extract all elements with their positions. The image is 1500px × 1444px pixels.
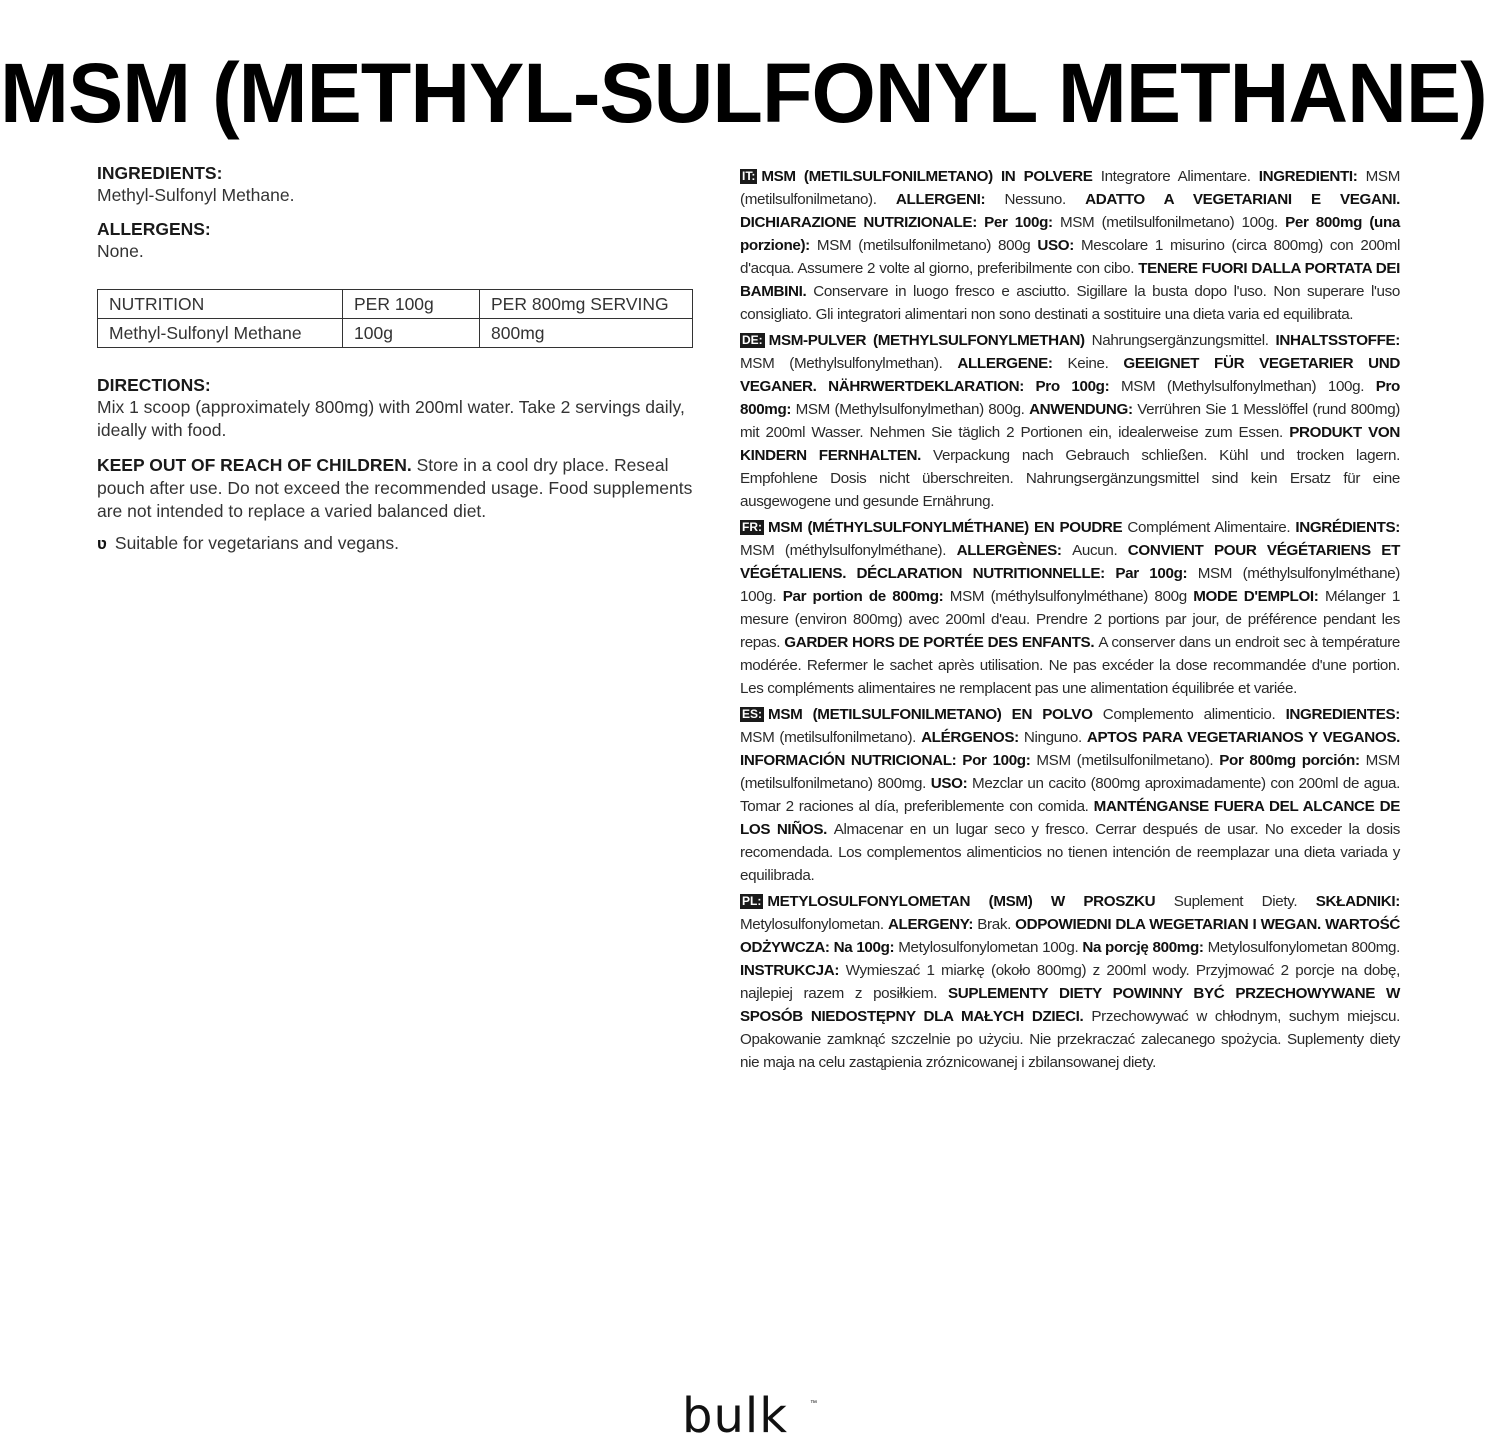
bold-segment: ADATTO A VEGETARIANI E VEGANI. DICHIARAZIONE NUTRIZIONALE: Per 100g: (740, 191, 1400, 231)
english-label-section (97, 162, 697, 555)
allergens-value: None. (97, 241, 144, 261)
allergens-block (97, 218, 697, 263)
text-segment: Nessuno. (1004, 191, 1086, 208)
translations-section (740, 165, 1400, 1077)
vegan-text: Suitable for vegetarians and vegans. (114, 533, 399, 553)
ingredients-value: Methyl-Sulfonyl Methane. (97, 185, 295, 205)
bold-segment: MSM (METILSULFONILMETANO) EN POLVO (768, 706, 1103, 723)
bold-segment: ANWENDUNG: (1029, 401, 1138, 418)
text-segment: MSM (metilsulfonilmetano). (740, 168, 1401, 208)
text-segment: Keine. (1067, 355, 1124, 372)
text-segment: Metylosulfonylometan 100g. (898, 939, 1083, 956)
header-cell: NUTRITION (98, 290, 343, 319)
text-segment: MSM (méthylsulfonylméthane) 100g. (740, 565, 1400, 605)
bold-segment: INSTRUKCJA: (740, 962, 846, 979)
text-segment: Przechowywać w chłodnym, suchym miejscu. Opakowanie zamknąć szczelnie po użyciu. Nie przekraczać zalecanego spożycia. Suplementy diety nie maja na celu zastąpienia zróznicowanej i zbilansowanej diety. (740, 1008, 1400, 1071)
text-segment: Nahrungsergänzungsmittel. (1091, 332, 1276, 349)
language-code-badge: IT: (742, 169, 756, 183)
text-segment: Ninguno. (1023, 729, 1087, 746)
text-segment: Verpackung nach Gebrauch schließen. Kühl und trocken lagern. Empfohlene Dosis nicht überschreiten. Nahrungsergänzungsmittel sind kein Ersatz für eine ausgewogene und gesunde Ernährung. (740, 447, 1400, 510)
text-segment: Conservare in luogo fresco e asciutto. Sigillare la busta dopo l'uso. Non superare l'uso consigliato. Gli integratori alimentari non sono destinati a sostituire una dieta varia ed equilibrata. (740, 283, 1400, 323)
bold-segment: ALERGENY: (887, 916, 978, 933)
bold-segment: CONVIENT POUR VÉGÉTARIENS ET VÉGÉTALIENS. DÉCLARATION NUTRITIONNELLE: Par 100g: (740, 542, 1400, 582)
header-cell: PER 100g (343, 290, 480, 319)
header-cell: PER 800mg SERVING (480, 290, 693, 319)
text-segment: Mescolare 1 misurino (circa 800mg) con 200ml d'acqua. Assumere 2 volte al giorno, preferibilmente con cibo. (740, 237, 1400, 277)
text-segment: Mélanger 1 mesure (environ 800mg) avec 200ml d'eau. Prendre 2 portions par jour, de préférence pendant les repas. (740, 588, 1400, 651)
table-cell: 800mg (480, 319, 693, 348)
text-segment: Suplement Diety. (1173, 893, 1316, 910)
translation-fr (740, 516, 1400, 700)
translation-pl (740, 890, 1400, 1074)
vegan-v-icon: ʋ (97, 534, 107, 553)
text-segment: Aucun. (1072, 542, 1128, 559)
trademark-symbol: ™ (810, 1400, 817, 1407)
bold-segment: MODE D'EMPLOI: (1193, 588, 1325, 605)
text-segment: Complément Alimentaire. (1127, 519, 1296, 536)
text-segment: MSM (metilsulfonilmetano). (1036, 752, 1220, 769)
bold-segment: APTOS PARA VEGETARIANOS Y VEGANOS. INFORMACIÓN NUTRICIONAL: Por 100g: (740, 729, 1400, 769)
directions-label: DIRECTIONS: (97, 375, 211, 395)
text-segment: MSM (méthylsulfonylméthane). (740, 542, 957, 559)
text-segment: Wymieszać 1 miarkę (około 800mg) z 200ml wody. Przyjmować 2 porcje na dobę, najlepiej razem z posiłkiem. (740, 962, 1400, 1002)
storage-warning (97, 454, 697, 523)
brand-logo: bulk (682, 1388, 789, 1444)
language-code-badge: DE: (742, 333, 763, 347)
bold-segment: Per 800mg (una porzione): (740, 214, 1400, 254)
text-segment: Mezclar un cacito (800mg aproximadamente) con 200ml de agua. Tomar 2 raciones al día, preferiblemente con comida. (740, 775, 1401, 815)
bold-segment: PRODUKT VON KINDERN FERNHALTEN. (740, 424, 1401, 464)
vegan-statement (97, 532, 697, 555)
ingredients-block (97, 162, 697, 207)
table-cell: 100g (343, 319, 480, 348)
bold-segment: MSM (MÉTHYLSULFONYLMÉTHANE) EN POUDRE (768, 519, 1128, 536)
text-segment: MSM (Methylsulfonylmethan). (740, 355, 958, 372)
text-segment: MSM (Methylsulfonylmethan) 100g. (1120, 378, 1376, 395)
warning-bold: KEEP OUT OF REACH OF CHILDREN. (97, 455, 412, 475)
bold-segment: ALLERGENE: (957, 355, 1068, 372)
bold-segment: ALLERGÈNES: (956, 542, 1073, 559)
text-segment: Almacenar en un lugar seco y fresco. Cerrar después de usar. No exceder la dosis recomendada. Los complementos alimenticios no tienen intención de reemplazar una dieta variada y equilibrada. (740, 821, 1400, 884)
bold-segment: ALÉRGENOS: (921, 729, 1024, 746)
bold-segment: INGRÉDIENTS: (1295, 519, 1400, 536)
nutrition-table-header (98, 290, 693, 319)
bold-segment: GEEIGNET FÜR VEGETARIER UND VEGANER. NÄHRWERTDEKLARATION: Pro 100g: (740, 355, 1400, 395)
text-segment: MSM (méthylsulfonylméthane) 800g (949, 588, 1194, 605)
text-segment: MSM (Methylsulfonylmethan) 800g. (795, 401, 1030, 418)
allergens-label: ALLERGENS: (97, 219, 211, 239)
bold-segment: METYLOSULFONYLOMETAN (MSM) W PROSZKU (767, 893, 1174, 910)
language-code-badge: ES: (742, 707, 763, 721)
bold-segment: Pro 800mg: (740, 378, 1400, 418)
translation-de (740, 329, 1400, 513)
bold-segment: INGREDIENTI: (1258, 168, 1366, 185)
bold-segment: TENERE FUORI DALLA PORTATA DEI BAMBINI. (740, 260, 1400, 300)
bold-segment: USO: (1037, 237, 1081, 254)
text-segment: MSM (metilsulfonilmetano). (740, 729, 922, 746)
bold-segment: MANTÉNGANSE FUERA DEL ALCANCE DE LOS NIÑOS. (740, 798, 1400, 838)
bold-segment: ALLERGENI: (895, 191, 1005, 208)
bold-segment: USO: (930, 775, 973, 792)
bold-segment: INGREDIENTES: (1285, 706, 1400, 723)
bold-segment: SKŁADNIKI: (1315, 893, 1400, 910)
text-segment: Integratore Alimentare. (1100, 168, 1259, 185)
text-segment: Metylosulfonylometan. (740, 916, 888, 933)
text-segment: MSM (metilsulfonilmetano) 100g. (1059, 214, 1286, 231)
text-segment: Complemento alimenticio. (1102, 706, 1286, 723)
bold-segment: ODPOWIEDNI DLA WEGETARIAN I WEGAN. WARTOŚĆ ODŻYWCZA: Na 100g: (740, 916, 1400, 956)
bold-segment: Por 800mg porción: (1219, 752, 1366, 769)
translation-it (740, 165, 1400, 326)
bold-segment: Par portion de 800mg: (782, 588, 950, 605)
bold-segment: SUPLEMENTY DIETY POWINNY BYĆ PRZECHOWYWANE W SPOSÓB NIEDOSTĘPNY DLA MAŁYCH DZIECI. (740, 985, 1400, 1025)
bold-segment: GARDER HORS DE PORTÉE DES ENFANTS. (784, 634, 1099, 651)
nutrition-table (97, 289, 693, 348)
bold-segment: INHALTSSTOFFE: (1275, 332, 1400, 349)
page-title: MSM (METHYL-SULFONYL METHANE) (0, 46, 1487, 141)
bold-segment: Na porcję 800mg: (1082, 939, 1208, 956)
translation-es (740, 703, 1400, 887)
text-segment: MSM (metilsulfonilmetano) 800g (816, 237, 1038, 254)
language-code-badge: PL: (742, 894, 762, 908)
ingredients-label: INGREDIENTS: (97, 163, 223, 183)
directions-value: Mix 1 scoop (approximately 800mg) with 200ml water. Take 2 servings daily, ideally with food. (97, 397, 685, 440)
table-row (98, 319, 693, 348)
text-segment: Verrühren Sie 1 Messlöffel (rund 800mg) mit 200ml Wasser. Nehmen Sie täglich 2 Portionen ein, idealerweise zum Essen. (740, 401, 1400, 441)
bold-segment: MSM (METILSULFONILMETANO) IN POLVERE (761, 168, 1101, 185)
bold-segment: MSM-PULVER (METHYLSULFONYLMETHAN) (768, 332, 1092, 349)
text-segment: MSM (metilsulfonilmetano) 800mg. (740, 752, 1400, 792)
text-segment: Metylosulfonylometan 800mg. (1207, 939, 1400, 956)
text-segment: Brak. (977, 916, 1016, 933)
table-cell: Methyl-Sulfonyl Methane (98, 319, 343, 348)
language-code-badge: FR: (742, 520, 762, 534)
text-segment: A conserver dans un endroit sec à température modérée. Refermer le sachet après utilisation. Ne pas excéder la dose recommandée d'une portion. Les compléments alimentaires ne remplacent pas une alimentation équilibrée et variée. (740, 634, 1401, 697)
warning-text: Store in a cool dry place. Reseal pouch after use. Do not exceed the recommended usage. Food supplements are not intended to replace a varied balanced diet. (97, 455, 693, 521)
